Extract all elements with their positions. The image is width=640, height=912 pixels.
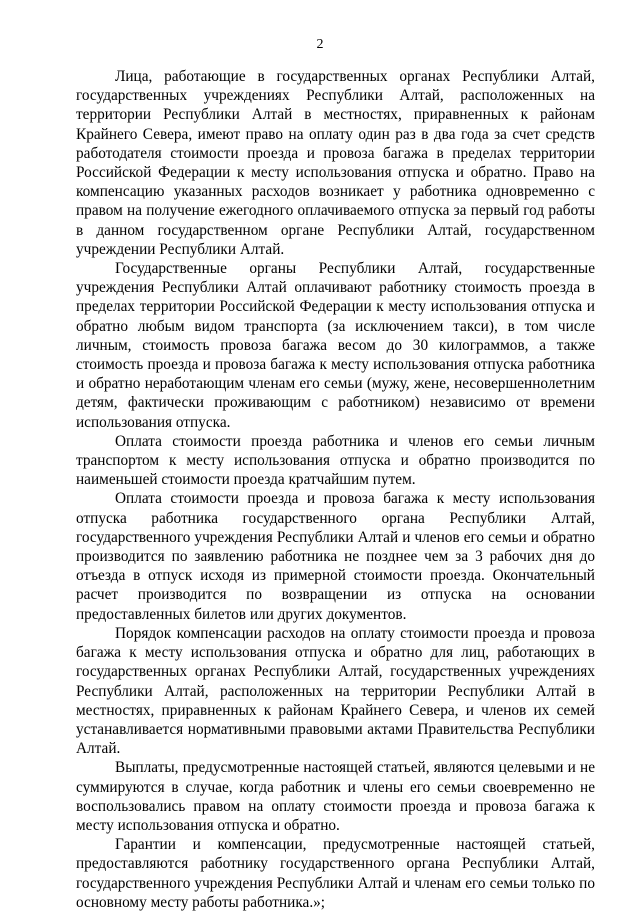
paragraph: Выплаты, предусмотренные настоящей статьей, являются целевыми и не суммируются в случае, когда работник и члены его семьи своевременно не воспользовались правом на оплату стоимости проезда и провоза багажа к месту использования отпуска и обратно. [76, 759, 595, 834]
paragraph: Оплата стоимости проезда и провоза багажа к месту использования отпуска работника государственного органа Республики Алтай, государственного учреждения Республики Алтай и членов его семьи и обратно производится по заявлению работника не позднее чем за 3 рабочих дня до отъезда в отпуск исходя из примерной стоимости проезда. Окончательный расчет производится по возвращении из отпуска на основании предоставленных билетов или других документов. [76, 490, 595, 623]
paragraph: Лица, работающие в государственных органах Республики Алтай, государственных учреждениях Республики Алтай, расположенных на территории Республики Алтай в местностях, приравненных к районам Крайнего Севера, имеют право на оплату один раз в два года за счет средств работодателя стоимости проезда и провоза багажа в пределах территории Российской Федерации к месту использования отпуска и обратно. Право на компенсацию указанных расходов возникает у работника одновременно с правом на получение ежегодного оплачиваемого отпуска за первый год работы в данном государственном органе Республики Алтай, государственном учреждении Республики Алтай. [76, 68, 595, 258]
paragraph: Порядок компенсации расходов на оплату стоимости проезда и провоза багажа к месту использования отпуска и обратно для лиц, работающих в государственных органах Республики Алтай, государственных учреждениях Республики Алтай, расположенных на территории Республики Алтай в местностях, приравненных к районам Крайнего Севера, и членов их семей устанавливается нормативными правовыми актами Правительства Республики Алтай. [76, 624, 595, 758]
paragraph: Государственные органы Республики Алтай, государственные учреждения Республики Алтай оплачивают работнику стоимость проезда в пределах территории Российской Федерации к месту использования отпуска и обратно любым видом транспорта (за исключением такси), в том числе личным, стоимость провоза багажа весом до 30 килограммов, а также стоимость проезда и провоза багажа к месту использования отпуска работника и обратно неработающим членам его семьи (мужу, жене, несовершеннолетним детям, фактически проживающим с работником) независимо от времени использования отпуска. [76, 260, 595, 431]
document-body [76, 67, 595, 912]
paragraph: Оплата стоимости проезда работника и членов его семьи личным транспортом к месту использования отпуска и обратно производится по наименьшей стоимости проезда кратчайшим путем. [76, 432, 595, 489]
paragraph: Гарантии и компенсации, предусмотренные настоящей статьей, предоставляются работнику государственного органа Республики Алтай, государственного учреждения Республики Алтай и членам его семьи только по основному месту работы работника.»; [76, 836, 595, 911]
page-number: 2 [316, 37, 324, 52]
